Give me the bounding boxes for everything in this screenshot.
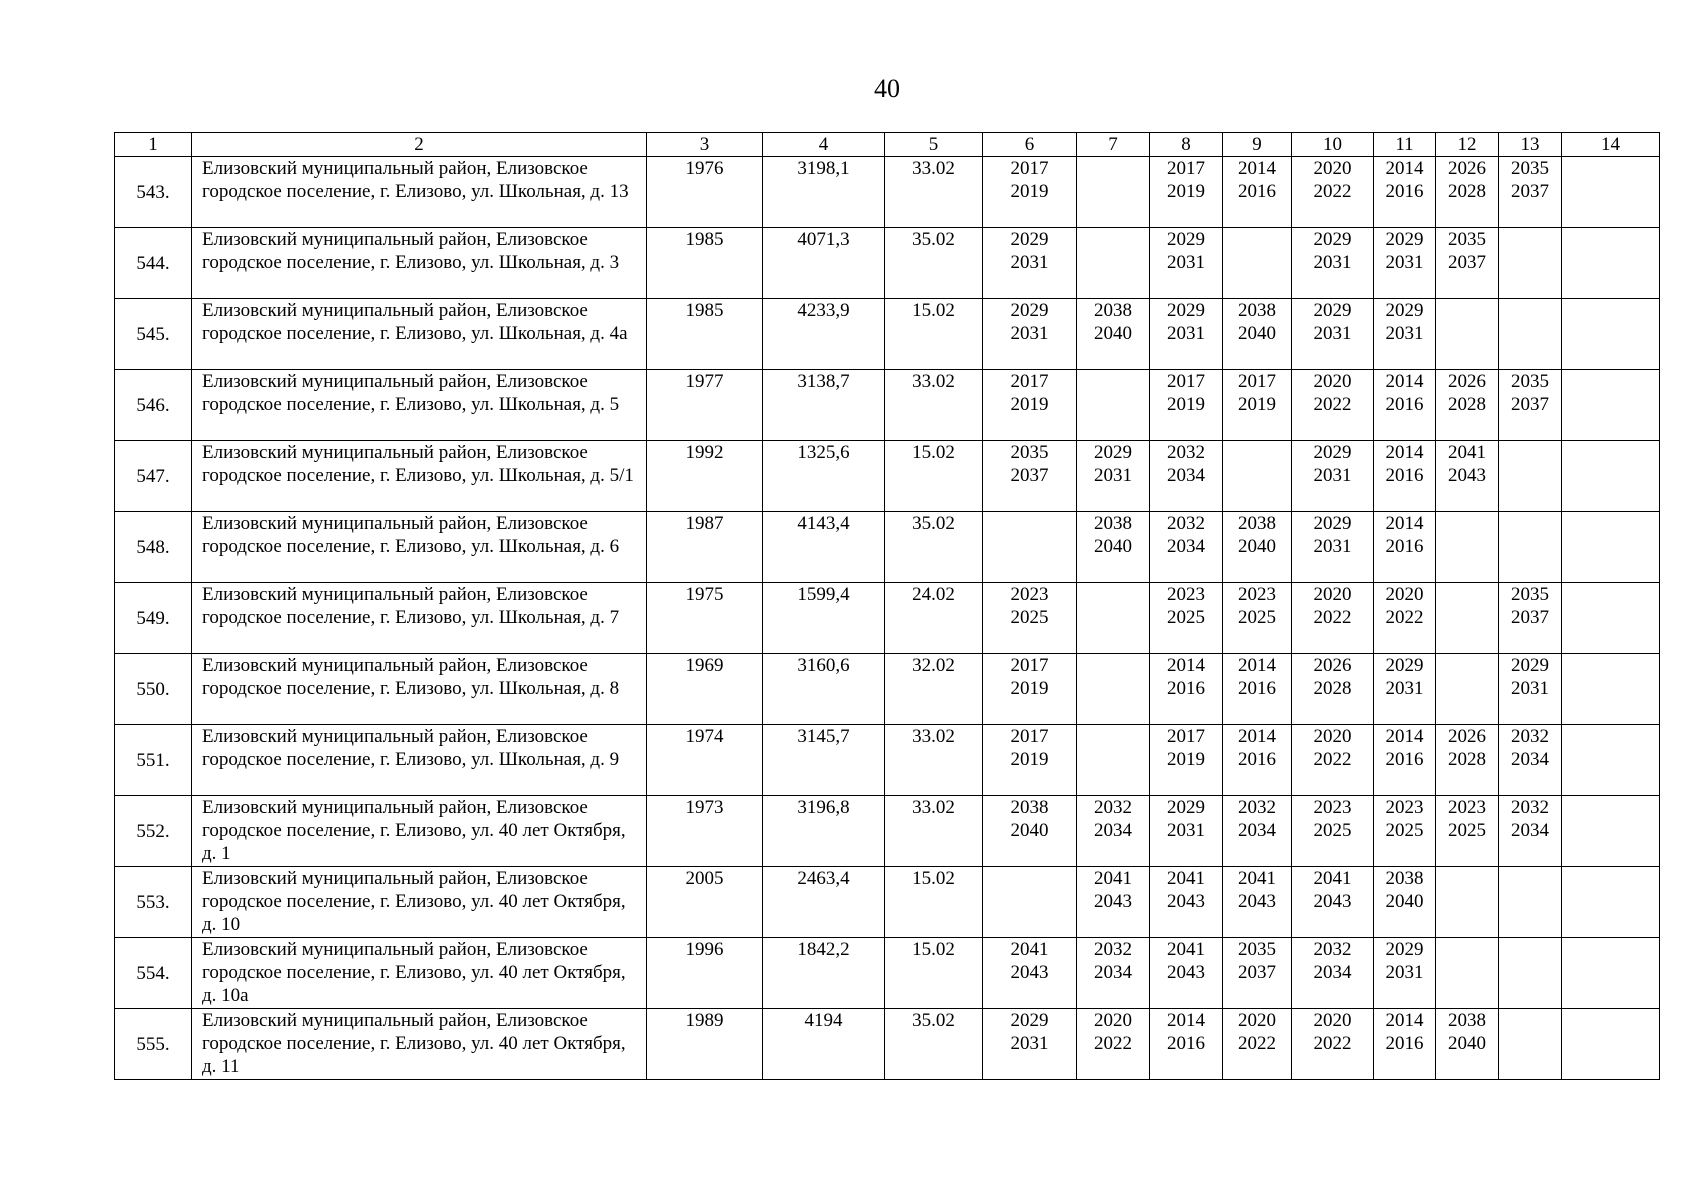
col13-period [1499,228,1562,299]
year-built-cell: 1975 [647,583,763,654]
area-cell: 4194 [763,1009,885,1080]
col11-period: 2014 2016 [1374,441,1436,512]
col6-period: 2029 2031 [983,1009,1077,1080]
col14-cell [1562,512,1660,583]
year-built-cell: 2005 [647,867,763,938]
column-header: 14 [1562,133,1660,157]
address-cell: Елизовский муниципальный район, Елизовское городское поселение, г. Елизово, ул. Школьная, д. 8 [192,654,647,725]
col10-period: 2020 2022 [1292,1009,1374,1080]
col9-period: 2017 2019 [1223,370,1292,441]
col8-period: 2029 2031 [1150,299,1223,370]
table-row [115,583,1660,654]
year-built-cell: 1992 [647,441,763,512]
col10-period: 2020 2022 [1292,370,1374,441]
col6-period: 2023 2025 [983,583,1077,654]
table-row [115,725,1660,796]
col7-period: 2038 2040 [1077,299,1150,370]
year-built-cell: 1987 [647,512,763,583]
column-header: 5 [885,133,983,157]
col12-period: 2041 2043 [1436,441,1499,512]
col9-period: 2038 2040 [1223,512,1292,583]
column-header: 4 [763,133,885,157]
area-cell: 3198,1 [763,157,885,228]
col9-period [1223,228,1292,299]
header-row [115,133,1660,157]
code-cell: 35.02 [885,228,983,299]
col8-period: 2023 2025 [1150,583,1223,654]
address-cell: Елизовский муниципальный район, Елизовское городское поселение, г. Елизово, ул. Школьная, д. 5 [192,370,647,441]
column-header: 10 [1292,133,1374,157]
col7-period [1077,583,1150,654]
col14-cell [1562,583,1660,654]
col11-period: 2023 2025 [1374,796,1436,867]
col11-period: 2014 2016 [1374,157,1436,228]
col7-period [1077,228,1150,299]
col11-period: 2038 2040 [1374,867,1436,938]
col12-period [1436,299,1499,370]
col10-period: 2029 2031 [1292,441,1374,512]
area-cell: 3160,6 [763,654,885,725]
address-cell: Елизовский муниципальный район, Елизовское городское поселение, г. Елизово, ул. 40 лет Октября, д. 10а [192,938,647,1009]
col7-period [1077,157,1150,228]
col11-period: 2029 2031 [1374,654,1436,725]
col8-period: 2032 2034 [1150,441,1223,512]
col6-period: 2017 2019 [983,157,1077,228]
col12-period: 2026 2028 [1436,370,1499,441]
col9-period: 2014 2016 [1223,725,1292,796]
col12-period: 2026 2028 [1436,157,1499,228]
col14-cell [1562,796,1660,867]
col11-period: 2014 2016 [1374,1009,1436,1080]
row-number: 551. [115,725,192,796]
table-row [115,299,1660,370]
code-cell: 33.02 [885,796,983,867]
col10-period: 2020 2022 [1292,725,1374,796]
col10-period: 2041 2043 [1292,867,1374,938]
col11-period: 2014 2016 [1374,512,1436,583]
column-header: 13 [1499,133,1562,157]
col13-period [1499,512,1562,583]
col8-period: 2014 2016 [1150,654,1223,725]
year-built-cell: 1976 [647,157,763,228]
col14-cell [1562,1009,1660,1080]
col9-period: 2023 2025 [1223,583,1292,654]
col11-period: 2029 2031 [1374,299,1436,370]
table-row [115,867,1660,938]
address-cell: Елизовский муниципальный район, Елизовское городское поселение, г. Елизово, ул. 40 лет Октября, д. 11 [192,1009,647,1080]
col9-period: 2020 2022 [1223,1009,1292,1080]
code-cell: 24.02 [885,583,983,654]
col14-cell [1562,157,1660,228]
col6-period: 2029 2031 [983,299,1077,370]
row-number: 545. [115,299,192,370]
col9-period: 2014 2016 [1223,654,1292,725]
page-number: 40 [874,74,900,103]
col12-period: 2026 2028 [1436,725,1499,796]
col14-cell [1562,867,1660,938]
col6-period [983,867,1077,938]
area-cell: 4071,3 [763,228,885,299]
address-cell: Елизовский муниципальный район, Елизовское городское поселение, г. Елизово, ул. 40 лет Октября, д. 1 [192,796,647,867]
code-cell: 33.02 [885,370,983,441]
col14-cell [1562,370,1660,441]
area-cell: 1599,4 [763,583,885,654]
col8-period: 2029 2031 [1150,228,1223,299]
area-cell: 4233,9 [763,299,885,370]
col14-cell [1562,228,1660,299]
address-cell: Елизовский муниципальный район, Елизовское городское поселение, г. Елизово, ул. Школьная, д. 9 [192,725,647,796]
col10-period: 2029 2031 [1292,228,1374,299]
col12-period [1436,512,1499,583]
year-built-cell: 1973 [647,796,763,867]
col7-period: 2038 2040 [1077,512,1150,583]
area-cell: 1842,2 [763,938,885,1009]
col13-period [1499,938,1562,1009]
col6-period: 2029 2031 [983,228,1077,299]
column-header: 8 [1150,133,1223,157]
col8-period: 2032 2034 [1150,512,1223,583]
col9-period: 2038 2040 [1223,299,1292,370]
col9-period [1223,441,1292,512]
code-cell: 15.02 [885,299,983,370]
col13-period [1499,1009,1562,1080]
col6-period: 2035 2037 [983,441,1077,512]
col13-period: 2032 2034 [1499,725,1562,796]
area-cell: 1325,6 [763,441,885,512]
column-header: 6 [983,133,1077,157]
col11-period: 2014 2016 [1374,370,1436,441]
col7-period: 2032 2034 [1077,938,1150,1009]
col13-period: 2035 2037 [1499,157,1562,228]
address-cell: Елизовский муниципальный район, Елизовское городское поселение, г. Елизово, ул. Школьная, д. 7 [192,583,647,654]
table-body [115,157,1660,1080]
col7-period: 2032 2034 [1077,796,1150,867]
col7-period [1077,370,1150,441]
col13-period: 2029 2031 [1499,654,1562,725]
col14-cell [1562,654,1660,725]
col6-period: 2041 2043 [983,938,1077,1009]
year-built-cell: 1989 [647,1009,763,1080]
col8-period: 2041 2043 [1150,938,1223,1009]
address-cell: Елизовский муниципальный район, Елизовское городское поселение, г. Елизово, ул. Школьная, д. 13 [192,157,647,228]
col12-period [1436,583,1499,654]
column-header: 11 [1374,133,1436,157]
col6-period: 2017 2019 [983,370,1077,441]
year-built-cell: 1996 [647,938,763,1009]
year-built-cell: 1977 [647,370,763,441]
row-number: 549. [115,583,192,654]
col14-cell [1562,441,1660,512]
column-header: 2 [192,133,647,157]
column-header: 12 [1436,133,1499,157]
col6-period [983,512,1077,583]
row-number: 552. [115,796,192,867]
row-number: 550. [115,654,192,725]
table-row [115,157,1660,228]
col11-period: 2029 2031 [1374,228,1436,299]
col9-period: 2014 2016 [1223,157,1292,228]
table-row [115,370,1660,441]
address-cell: Елизовский муниципальный район, Елизовское городское поселение, г. Елизово, ул. Школьная, д. 6 [192,512,647,583]
row-number: 548. [115,512,192,583]
area-cell: 3138,7 [763,370,885,441]
table-row [115,938,1660,1009]
col10-period: 2023 2025 [1292,796,1374,867]
col10-period: 2020 2022 [1292,157,1374,228]
col8-period: 2017 2019 [1150,725,1223,796]
col9-period: 2032 2034 [1223,796,1292,867]
col14-cell [1562,725,1660,796]
year-built-cell: 1969 [647,654,763,725]
col8-period: 2029 2031 [1150,796,1223,867]
address-cell: Елизовский муниципальный район, Елизовское городское поселение, г. Елизово, ул. Школьная, д. 3 [192,228,647,299]
table-row [115,1009,1660,1080]
column-header: 9 [1223,133,1292,157]
col10-period: 2026 2028 [1292,654,1374,725]
col6-period: 2017 2019 [983,654,1077,725]
code-cell: 33.02 [885,157,983,228]
col6-period: 2038 2040 [983,796,1077,867]
row-number: 544. [115,228,192,299]
area-cell: 2463,4 [763,867,885,938]
table-row [115,654,1660,725]
row-number: 555. [115,1009,192,1080]
table-row [115,796,1660,867]
address-cell: Елизовский муниципальный район, Елизовское городское поселение, г. Елизово, ул. 40 лет Октября, д. 10 [192,867,647,938]
code-cell: 33.02 [885,725,983,796]
col12-period: 2035 2037 [1436,228,1499,299]
code-cell: 35.02 [885,1009,983,1080]
col11-period: 2029 2031 [1374,938,1436,1009]
col7-period: 2029 2031 [1077,441,1150,512]
col12-period [1436,867,1499,938]
column-header: 3 [647,133,763,157]
col14-cell [1562,938,1660,1009]
col7-period [1077,654,1150,725]
code-cell: 35.02 [885,512,983,583]
col10-period: 2029 2031 [1292,299,1374,370]
column-header: 7 [1077,133,1150,157]
col7-period: 2041 2043 [1077,867,1150,938]
col8-period: 2014 2016 [1150,1009,1223,1080]
row-number: 554. [115,938,192,1009]
col9-period: 2035 2037 [1223,938,1292,1009]
address-cell: Елизовский муниципальный район, Елизовское городское поселение, г. Елизово, ул. Школьная, д. 4а [192,299,647,370]
col12-period [1436,938,1499,1009]
code-cell: 32.02 [885,654,983,725]
col11-period: 2014 2016 [1374,725,1436,796]
col11-period: 2020 2022 [1374,583,1436,654]
column-header: 1 [115,133,192,157]
row-number: 547. [115,441,192,512]
col12-period: 2023 2025 [1436,796,1499,867]
code-cell: 15.02 [885,938,983,1009]
code-cell: 15.02 [885,441,983,512]
year-built-cell: 1974 [647,725,763,796]
col8-period: 2017 2019 [1150,157,1223,228]
col10-period: 2020 2022 [1292,583,1374,654]
col13-period: 2032 2034 [1499,796,1562,867]
table-row [115,512,1660,583]
col13-period [1499,867,1562,938]
col10-period: 2029 2031 [1292,512,1374,583]
col13-period: 2035 2037 [1499,583,1562,654]
col7-period: 2020 2022 [1077,1009,1150,1080]
col12-period: 2038 2040 [1436,1009,1499,1080]
col13-period: 2035 2037 [1499,370,1562,441]
year-built-cell: 1985 [647,228,763,299]
code-cell: 15.02 [885,867,983,938]
area-cell: 3145,7 [763,725,885,796]
area-cell: 4143,4 [763,512,885,583]
row-number: 546. [115,370,192,441]
area-cell: 3196,8 [763,796,885,867]
col12-period [1436,654,1499,725]
col8-period: 2041 2043 [1150,867,1223,938]
col7-period [1077,725,1150,796]
col13-period [1499,299,1562,370]
table-row [115,228,1660,299]
col9-period: 2041 2043 [1223,867,1292,938]
col8-period: 2017 2019 [1150,370,1223,441]
row-number: 543. [115,157,192,228]
row-number: 553. [115,867,192,938]
col13-period [1499,441,1562,512]
address-cell: Елизовский муниципальный район, Елизовское городское поселение, г. Елизово, ул. Школьная, д. 5/1 [192,441,647,512]
col10-period: 2032 2034 [1292,938,1374,1009]
col6-period: 2017 2019 [983,725,1077,796]
table-row [115,441,1660,512]
housing-register-table [114,132,1660,1080]
col14-cell [1562,299,1660,370]
year-built-cell: 1985 [647,299,763,370]
